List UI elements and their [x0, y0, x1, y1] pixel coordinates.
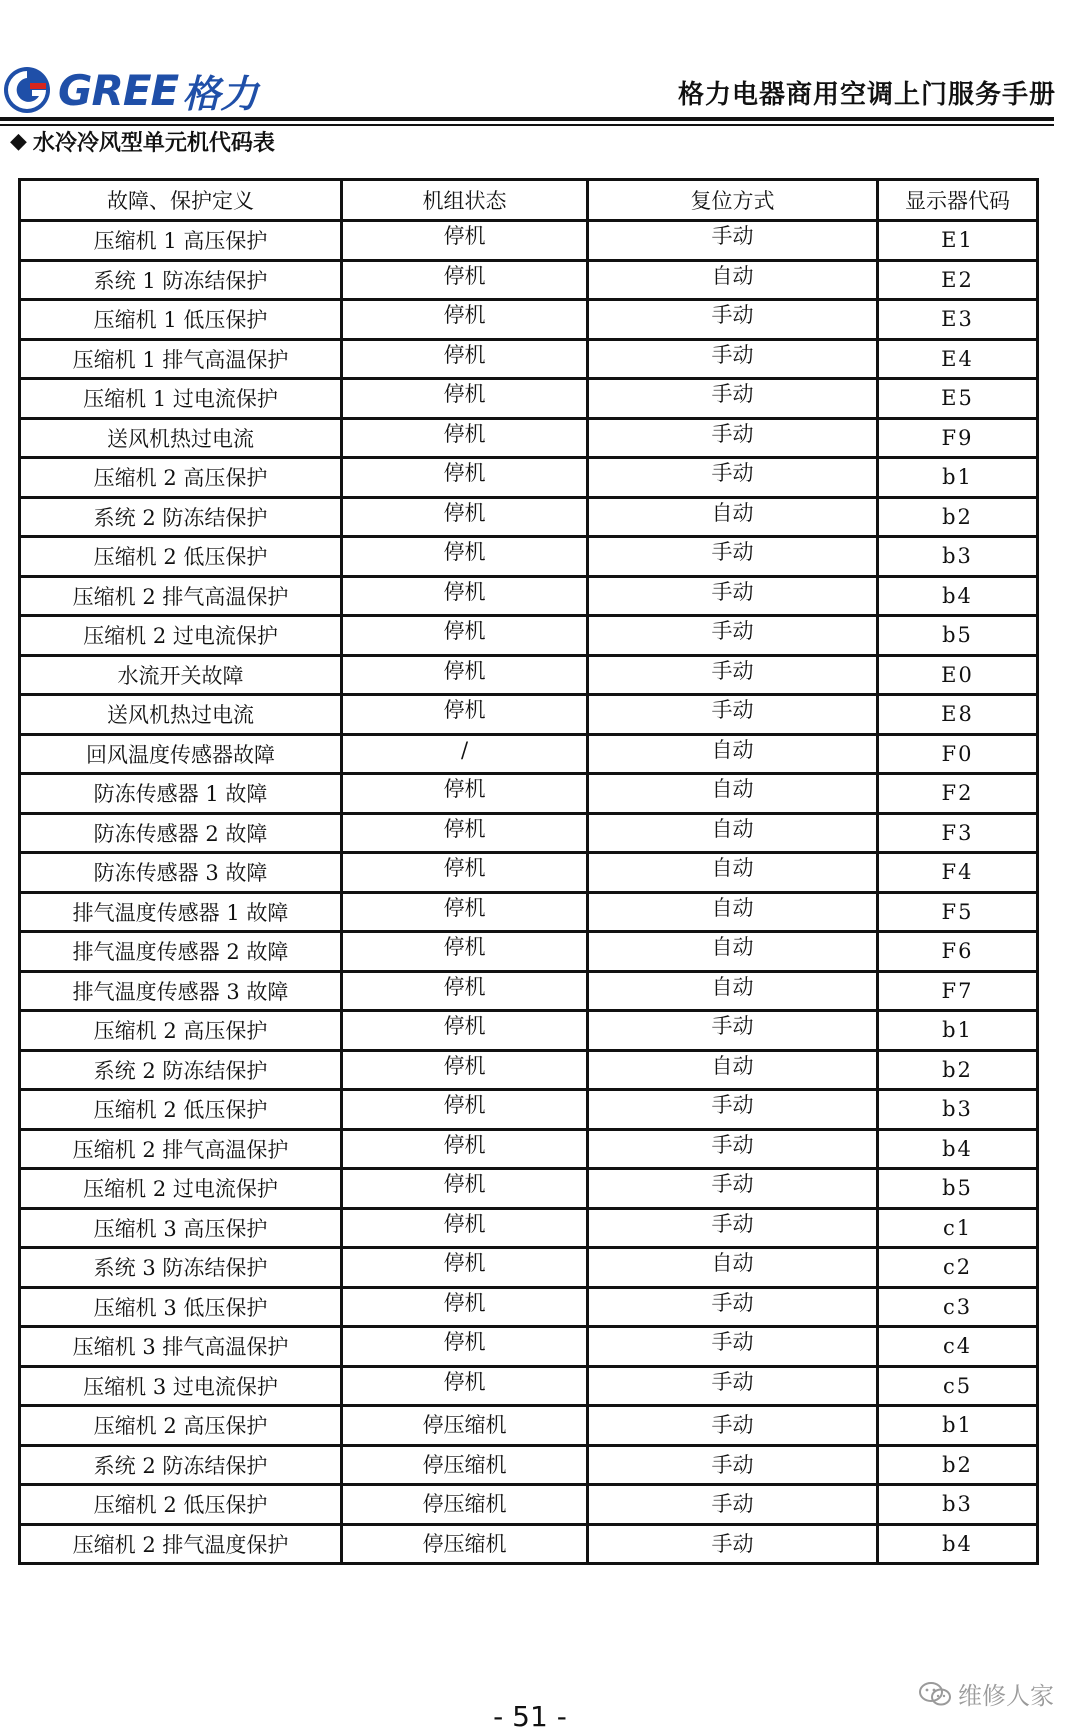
- definition-cell: 压缩机 3 过电流保护: [20, 1366, 342, 1406]
- unit-state-cell: 停机: [342, 1248, 588, 1288]
- unit-state-cell: 停机: [342, 300, 588, 340]
- display-code-cell: c1: [878, 1208, 1038, 1248]
- reset-mode-cell: 自动: [588, 774, 878, 814]
- definition-cell: 防冻传感器 1 故障: [20, 774, 342, 814]
- definition-cell: 系统 2 防冻结保护: [20, 1050, 342, 1090]
- display-code-cell: b1: [878, 1011, 1038, 1051]
- reset-mode-cell: 手动: [588, 221, 878, 261]
- definition-cell: 压缩机 2 低压保护: [20, 537, 342, 577]
- display-code-cell: F4: [878, 853, 1038, 893]
- unit-state-cell: 停机: [342, 1327, 588, 1367]
- display-code-cell: b1: [878, 458, 1038, 498]
- definition-cell: 压缩机 1 低压保护: [20, 300, 342, 340]
- table-row: [20, 1169, 1038, 1209]
- display-code-cell: E1: [878, 221, 1038, 261]
- table-row: [20, 418, 1038, 458]
- table-row: [20, 734, 1038, 774]
- table-header-row: [20, 180, 1038, 221]
- display-code-cell: b2: [878, 1445, 1038, 1485]
- definition-cell: 防冻传感器 2 故障: [20, 813, 342, 853]
- display-code-cell: b4: [878, 576, 1038, 616]
- reset-mode-cell: 手动: [588, 1524, 878, 1564]
- reset-mode-cell: 手动: [588, 1090, 878, 1130]
- table-row: [20, 1445, 1038, 1485]
- display-code-cell: b1: [878, 1406, 1038, 1446]
- display-code-cell: b4: [878, 1524, 1038, 1564]
- unit-state-cell: 停机: [342, 932, 588, 972]
- table-row: [20, 300, 1038, 340]
- table-row: [20, 379, 1038, 419]
- display-code-cell: F3: [878, 813, 1038, 853]
- unit-state-cell: 停机: [342, 1287, 588, 1327]
- reset-mode-cell: 自动: [588, 971, 878, 1011]
- reset-mode-cell: 手动: [588, 1366, 878, 1406]
- display-code-cell: c4: [878, 1327, 1038, 1367]
- table-row: [20, 655, 1038, 695]
- logo-wordmark: GREE: [58, 65, 179, 115]
- display-code-cell: c2: [878, 1248, 1038, 1288]
- reset-mode-cell: 自动: [588, 932, 878, 972]
- unit-state-cell: 停机: [342, 971, 588, 1011]
- reset-mode-cell: 自动: [588, 892, 878, 932]
- reset-mode-cell: 手动: [588, 379, 878, 419]
- reset-mode-cell: 手动: [588, 1129, 878, 1169]
- column-header-unit-state: 机组状态: [342, 180, 588, 221]
- display-code-cell: F5: [878, 892, 1038, 932]
- table-row: [20, 576, 1038, 616]
- table-row: [20, 339, 1038, 379]
- column-header-display-code: 显示器代码: [878, 180, 1038, 221]
- definition-cell: 压缩机 2 高压保护: [20, 1011, 342, 1051]
- display-code-cell: b4: [878, 1129, 1038, 1169]
- display-code-cell: b3: [878, 1090, 1038, 1130]
- definition-cell: 压缩机 2 过电流保护: [20, 1169, 342, 1209]
- reset-mode-cell: 手动: [588, 576, 878, 616]
- reset-mode-cell: 手动: [588, 1406, 878, 1446]
- reset-mode-cell: 手动: [588, 339, 878, 379]
- display-code-cell: E3: [878, 300, 1038, 340]
- table-row: [20, 971, 1038, 1011]
- definition-cell: 压缩机 2 高压保护: [20, 458, 342, 498]
- unit-state-cell: 停机: [342, 537, 588, 577]
- table-row: [20, 1011, 1038, 1051]
- display-code-cell: b2: [878, 1050, 1038, 1090]
- unit-state-cell: 停机: [342, 1129, 588, 1169]
- unit-state-cell: 停机: [342, 418, 588, 458]
- display-code-cell: E4: [878, 339, 1038, 379]
- reset-mode-cell: 自动: [588, 853, 878, 893]
- manual-title: 格力电器商用空调上门服务手册: [677, 80, 1056, 110]
- unit-state-cell: 停机: [342, 853, 588, 893]
- reset-mode-cell: 手动: [588, 418, 878, 458]
- unit-state-cell: 停机: [342, 616, 588, 656]
- table-row: [20, 1406, 1038, 1446]
- table-row: [20, 1050, 1038, 1090]
- definition-cell: 送风机热过电流: [20, 418, 342, 458]
- watermark-text: 维修人家: [958, 1682, 1054, 1710]
- definition-cell: 压缩机 3 高压保护: [20, 1208, 342, 1248]
- unit-state-cell: 停机: [342, 458, 588, 498]
- table-row: [20, 1090, 1038, 1130]
- definition-cell: 压缩机 2 排气高温保护: [20, 1129, 342, 1169]
- table-row: [20, 221, 1038, 261]
- display-code-cell: F2: [878, 774, 1038, 814]
- definition-cell: 压缩机 1 过电流保护: [20, 379, 342, 419]
- table-row: [20, 892, 1038, 932]
- display-code-cell: c5: [878, 1366, 1038, 1406]
- table-row: [20, 1287, 1038, 1327]
- reset-mode-cell: 手动: [588, 300, 878, 340]
- unit-state-cell: 停机: [342, 892, 588, 932]
- definition-cell: 排气温度传感器 1 故障: [20, 892, 342, 932]
- unit-state-cell: /: [342, 734, 588, 774]
- definition-cell: 压缩机 3 低压保护: [20, 1287, 342, 1327]
- unit-state-cell: 停压缩机: [342, 1445, 588, 1485]
- display-code-cell: c3: [878, 1287, 1038, 1327]
- definition-cell: 压缩机 2 排气温度保护: [20, 1524, 342, 1564]
- unit-state-cell: 停压缩机: [342, 1485, 588, 1525]
- unit-state-cell: 停机: [342, 1090, 588, 1130]
- unit-state-cell: 停机: [342, 260, 588, 300]
- reset-mode-cell: 自动: [588, 813, 878, 853]
- display-code-cell: b2: [878, 497, 1038, 537]
- reset-mode-cell: 自动: [588, 734, 878, 774]
- reset-mode-cell: 手动: [588, 1011, 878, 1051]
- definition-cell: 系统 2 防冻结保护: [20, 1445, 342, 1485]
- table-row: [20, 1327, 1038, 1367]
- unit-state-cell: 停机: [342, 655, 588, 695]
- display-code-cell: F6: [878, 932, 1038, 972]
- reset-mode-cell: 手动: [588, 1208, 878, 1248]
- section-title-text: 水冷冷风型单元机代码表: [32, 131, 275, 156]
- gree-logo-icon: [2, 65, 52, 115]
- definition-cell: 压缩机 2 过电流保护: [20, 616, 342, 656]
- reset-mode-cell: 自动: [588, 1050, 878, 1090]
- definition-cell: 回风温度传感器故障: [20, 734, 342, 774]
- logo-chinese: 格力: [182, 70, 259, 116]
- unit-state-cell: 停机: [342, 774, 588, 814]
- table-row: [20, 458, 1038, 498]
- unit-state-cell: 停机: [342, 1366, 588, 1406]
- table-row: [20, 695, 1038, 735]
- unit-state-cell: 停机: [342, 1169, 588, 1209]
- reset-mode-cell: 手动: [588, 1287, 878, 1327]
- definition-cell: 压缩机 2 低压保护: [20, 1090, 342, 1130]
- definition-cell: 送风机热过电流: [20, 695, 342, 735]
- display-code-cell: b5: [878, 616, 1038, 656]
- table-row: [20, 1485, 1038, 1525]
- unit-state-cell: 停压缩机: [342, 1406, 588, 1446]
- reset-mode-cell: 手动: [588, 655, 878, 695]
- display-code-cell: E8: [878, 695, 1038, 735]
- unit-state-cell: 停机: [342, 379, 588, 419]
- unit-state-cell: 停机: [342, 339, 588, 379]
- display-code-cell: b3: [878, 537, 1038, 577]
- table-row: [20, 1129, 1038, 1169]
- definition-cell: 水流开关故障: [20, 655, 342, 695]
- table-row: [20, 1524, 1038, 1564]
- table-row: [20, 260, 1038, 300]
- table-row: [20, 774, 1038, 814]
- definition-cell: 压缩机 1 高压保护: [20, 221, 342, 261]
- table-row: [20, 853, 1038, 893]
- display-code-cell: b5: [878, 1169, 1038, 1209]
- column-header-reset-mode: 复位方式: [588, 180, 878, 221]
- definition-cell: 压缩机 2 高压保护: [20, 1406, 342, 1446]
- table-row: [20, 616, 1038, 656]
- display-code-cell: E0: [878, 655, 1038, 695]
- definition-cell: 排气温度传感器 3 故障: [20, 971, 342, 1011]
- unit-state-cell: 停压缩机: [342, 1524, 588, 1564]
- section-heading: [10, 126, 275, 157]
- table-row: [20, 813, 1038, 853]
- unit-state-cell: 停机: [342, 576, 588, 616]
- reset-mode-cell: 手动: [588, 1485, 878, 1525]
- table-row: [20, 1208, 1038, 1248]
- definition-cell: 压缩机 2 排气高温保护: [20, 576, 342, 616]
- header-rule-thick: [0, 117, 1054, 121]
- definition-cell: 防冻传感器 3 故障: [20, 853, 342, 893]
- definition-cell: 系统 2 防冻结保护: [20, 497, 342, 537]
- unit-state-cell: 停机: [342, 1208, 588, 1248]
- diamond-bullet-icon: ◆: [10, 129, 27, 154]
- definition-cell: 压缩机 3 排气高温保护: [20, 1327, 342, 1367]
- display-code-cell: F9: [878, 418, 1038, 458]
- reset-mode-cell: 手动: [588, 458, 878, 498]
- unit-state-cell: 停机: [342, 1011, 588, 1051]
- page-header: [0, 62, 1060, 118]
- unit-state-cell: 停机: [342, 813, 588, 853]
- unit-state-cell: 停机: [342, 221, 588, 261]
- gree-logo: [2, 66, 258, 114]
- reset-mode-cell: 手动: [588, 1327, 878, 1367]
- display-code-cell: F0: [878, 734, 1038, 774]
- reset-mode-cell: 手动: [588, 695, 878, 735]
- reset-mode-cell: 手动: [588, 537, 878, 577]
- table-row: [20, 497, 1038, 537]
- definition-cell: 排气温度传感器 2 故障: [20, 932, 342, 972]
- unit-state-cell: 停机: [342, 497, 588, 537]
- definition-cell: 压缩机 1 排气高温保护: [20, 339, 342, 379]
- definition-cell: 系统 1 防冻结保护: [20, 260, 342, 300]
- definition-cell: 压缩机 2 低压保护: [20, 1485, 342, 1525]
- table-row: [20, 1366, 1038, 1406]
- page-number: - 51 -: [493, 1700, 567, 1733]
- display-code-cell: F7: [878, 971, 1038, 1011]
- error-code-table: [18, 178, 1039, 1565]
- display-code-cell: E5: [878, 379, 1038, 419]
- table-row: [20, 537, 1038, 577]
- reset-mode-cell: 手动: [588, 1445, 878, 1485]
- definition-cell: 系统 3 防冻结保护: [20, 1248, 342, 1288]
- table-body: [20, 221, 1038, 1564]
- column-header-definition: 故障、保护定义: [20, 180, 342, 221]
- reset-mode-cell: 自动: [588, 260, 878, 300]
- reset-mode-cell: 自动: [588, 497, 878, 537]
- reset-mode-cell: 手动: [588, 616, 878, 656]
- unit-state-cell: 停机: [342, 695, 588, 735]
- reset-mode-cell: 自动: [588, 1248, 878, 1288]
- table-row: [20, 932, 1038, 972]
- display-code-cell: E2: [878, 260, 1038, 300]
- display-code-cell: b3: [878, 1485, 1038, 1525]
- reset-mode-cell: 手动: [588, 1169, 878, 1209]
- table-row: [20, 1248, 1038, 1288]
- unit-state-cell: 停机: [342, 1050, 588, 1090]
